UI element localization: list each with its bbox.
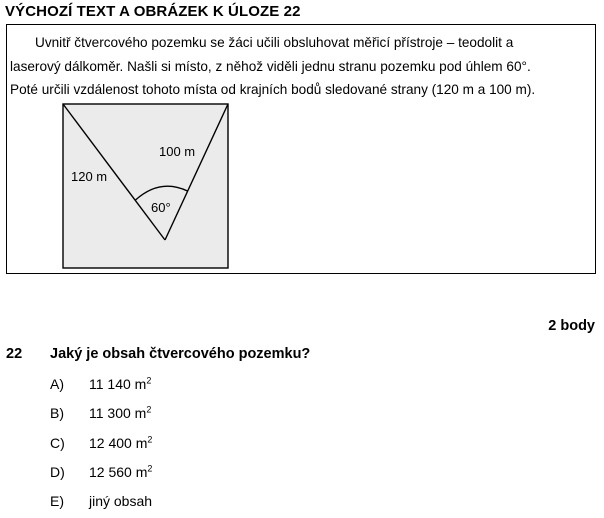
option-value: jiný obsah [89,493,153,509]
question-number: 22 [6,346,23,362]
intro-paragraph [10,31,590,102]
option-d[interactable] [50,464,250,484]
label-120m: 120 m [71,169,108,184]
option-e[interactable] [50,493,250,513]
option-letter: E) [50,493,64,509]
option-letter: A) [50,376,64,392]
label-angle: 60° [151,200,171,215]
intro-line-3: Poté určili vzdálenost tohoto místa od krajních bodů sledované strany (120 m a 100 m). [10,82,536,97]
intro-line-1: Uvnitř čtvercového pozemku se žáci učili obsluhovat měřicí přístroje – teodolit a [35,35,514,50]
option-value: 12 400 $m^2$ [89,434,153,451]
question-text: Jaký je obsah čtvercového pozemku? [50,346,311,362]
square-plot [63,104,228,268]
option-c[interactable] [50,435,250,455]
option-a[interactable] [50,376,250,396]
option-value: 12 560 $m^2$ [89,463,153,480]
label-100m: 100 m [159,144,196,159]
option-letter: C) [50,435,65,451]
option-b[interactable] [50,405,250,425]
option-value: 11 140 $m^2$ [89,375,152,392]
option-value: 11 300 $m^2$ [89,404,152,421]
section-heading: VÝCHOZÍ TEXT A OBRÁZEK K ÚLOZE 22 [5,3,301,20]
intro-line-2: laserový dálkoměr. Našli si místo, z něhož viděli jednu stranu pozemku pod úhlem 60°. [10,58,531,74]
square-plot-diagram [55,95,235,275]
option-letter: B) [50,405,64,421]
option-letter: D) [50,464,65,480]
figure [55,95,235,275]
points-label: 2 body [548,318,595,334]
